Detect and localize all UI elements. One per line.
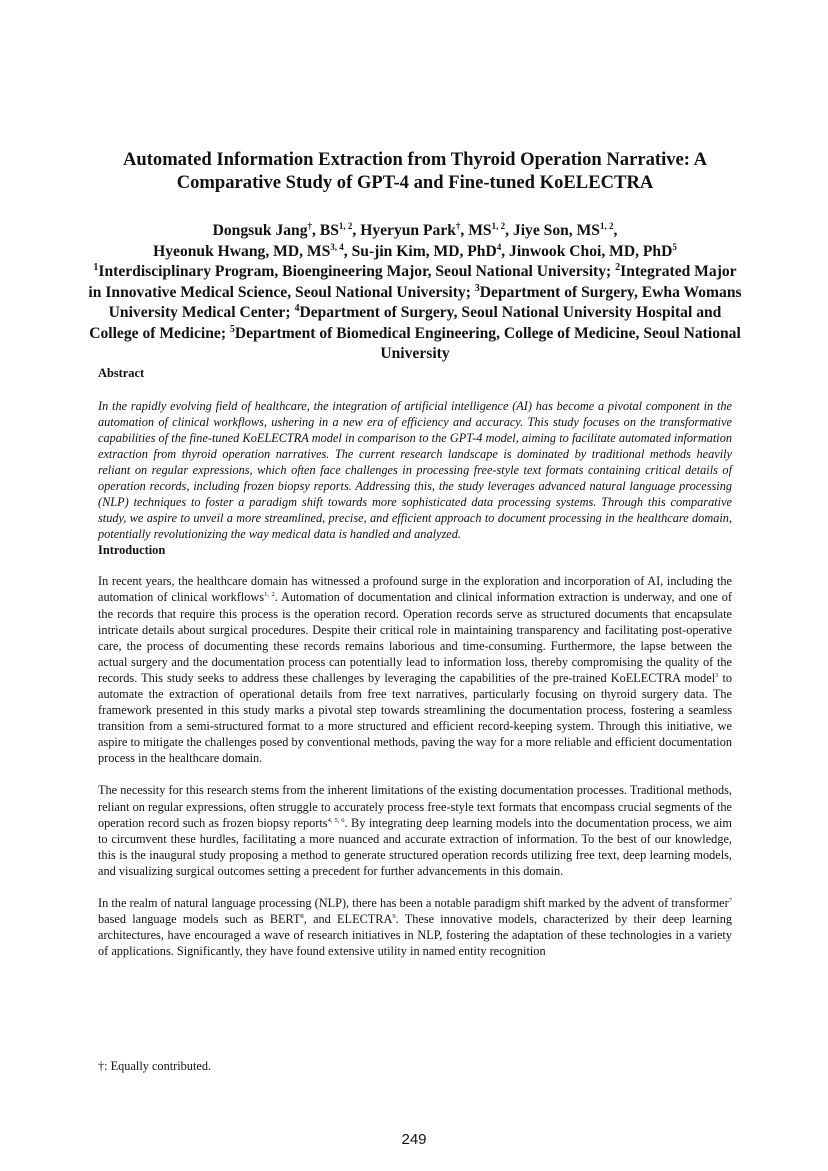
author-3: Jiye Son, MS$^{1, 2}$, (512, 221, 618, 239)
paragraph-text: . By integrating deep learning models into the documentation process, we aim to circumvent these hurdles, facilitating a more nuanced and accurate extraction of information. To the best of our knowledge, this is the inaugural study proposing a method to generate structured operation records utilizing free text, deep learning models, and visualizing surgical outcomes setting a precedent for further advancements in this domain. (98, 815, 732, 878)
paragraph-text: to automate the extraction of operational details from free text narratives, particularly focusing on thyroid surgery data. The framework presented in this study marks a pivotal step towards streamlining the documentation process, fostering a seamless transition from a semi-structured format to a more structured and efficient record-keeping system. Through this initiative, we aspire to mitigate the challenges posed by conventional methods, paving the way for a more reliable and efficient documentation process in the healthcare domain. (98, 670, 733, 766)
citation-ref: 1, 2 (264, 591, 275, 599)
paper-title: Automated Information Extraction from Thyroid Operation Narrative: A Comparative Study of GPT-4 and Fine-tuned KoELECTRA (122, 149, 708, 193)
paragraph-text: , and ELECTRA (303, 912, 393, 927)
footnote: †: Equally contributed. (98, 1059, 212, 1073)
affiliations (88, 262, 742, 365)
affiliation-3: $^3$Department of Surgery, Ewha Womans University Medical Center; (108, 282, 742, 321)
paragraph-text: . These innovative models, characterized by their deep learning architectures, have encouraged a wave of research initiatives in NLP, fostering the adaptation of these technologies in a variety of applications. Significantly, they have found extensive utility in named entity recognition (98, 912, 733, 959)
affiliation-5: $^5$Department of Biomedical Engineering, College of Medicine, Seoul National University (229, 323, 741, 362)
citation-ref: 8 (300, 913, 304, 921)
author-list (98, 221, 732, 262)
intro-paragraph-1 (98, 573, 732, 766)
intro-paragraph-3 (98, 895, 732, 959)
author-5: Su-jin Kim, MD, PhD$^4$, (351, 241, 510, 260)
affiliation-1: $^1$Interdisciplinary Program, Bioengineering Major, Seoul National University; (93, 262, 616, 280)
author-1: Dongsuk Jang†, BS$^{1, 2}$, (212, 221, 361, 239)
citation-ref: 3 (715, 671, 719, 679)
paragraph-text: . Automation of documentation and clinical information extraction is underway, and one of the records that require this process is the operation record. Operation records serve as structured documents that encapsulate intricate details about surgical procedures. Despite their critical role in maintaining transparency and facilitating post-operative care, the process of documenting these records remains laborious and time-consuming. Furthermore, the lapse between the actual surgery and the documentation process can potentially lead to information loss, thereby compromising the quality of the records. This study seeks to address these challenges by leveraging the capabilities of the pre-trained KoELECTRA model (98, 590, 733, 685)
introduction-heading: Introduction (98, 543, 166, 558)
citation-ref: 7 (728, 897, 732, 905)
affiliation-4: $^4$Department of Surgery, Seoul National University Hospital and College of Medicine; (89, 303, 722, 342)
paragraph-text: In recent years, the healthcare domain has witnessed a profound surge in the exploration and incorporation of AI, including the automation of clinical workflows (98, 574, 732, 605)
citation-ref: 4, 5, 6 (327, 816, 345, 824)
abstract-text: In the rapidly evolving field of healthcare, the integration of artificial intelligence (AI) has become a pivotal component in the automation of clinical workflows, ushering in a new era of efficiency and accuracy. This study focuses on the transformative capabilities of the fine-tuned KoELECTRA model in comparison to the GPT-4 model, aiming to facilitate automated information extraction from thyroid operation narratives. The current research landscape is dominated by traditional methods heavily reliant on regular expressions, which often face challenges in processing free-style text formats containing critical details of operation records, including frozen biopsy reports. Addressing this, the study leverages advanced natural language processing (NLP) techniques to foster a paradigm shift towards more sophisticated data processing systems. Through this comparative study, we aspire to unveil a more streamlined, precise, and efficient approach to document processing in the healthcare domain, potentially revolutionizing the way medical data is handled and analyzed. (98, 398, 732, 542)
paper-page (88, 148, 742, 959)
intro-paragraph-2 (98, 782, 732, 879)
paragraph-text: The necessity for this research stems from the inherent limitations of the existing documentation processes. Traditional methods, reliant on regular expressions, often struggle to accurately process free-style text formats that encompass crucial segments of the operation record such as frozen biopsy reports (98, 783, 732, 830)
paragraph-text: based language models such as BERT (98, 912, 301, 927)
page-number: 249 (401, 1131, 427, 1148)
paragraph-text: In the realm of natural language processing (NLP), there has been a notable paradigm shift marked by the advent of transformer (98, 896, 729, 911)
citation-ref: 9 (392, 913, 396, 921)
author-2: Hyeryun Park†, MS$^{1, 2}$, (360, 221, 513, 239)
affiliation-2: $^2$Integrated Major in Innovative Medical Science, Seoul National University; (88, 262, 737, 301)
abstract-heading: Abstract (98, 365, 145, 380)
author-6: Jinwook Choi, MD, PhD$^5$ (509, 241, 677, 260)
author-4: Hyeonuk Hwang, MD, MS$^{3, 4}$, (153, 241, 352, 260)
